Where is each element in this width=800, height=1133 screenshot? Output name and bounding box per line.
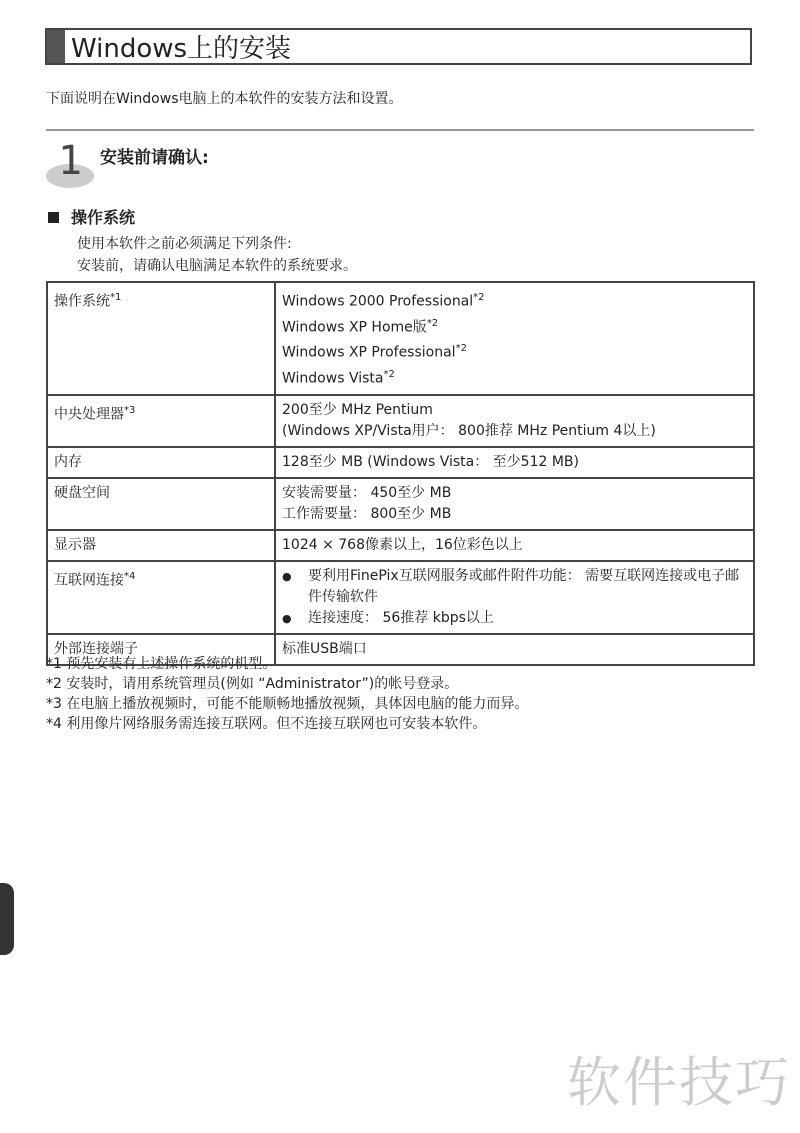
section-desc xyxy=(77,233,357,277)
row-value xyxy=(275,561,754,634)
table-row xyxy=(47,561,754,634)
requirements-table xyxy=(46,281,755,666)
footnote: *4 利用像片网络服务需连接互联网。但不连接互联网也可安装本软件。 xyxy=(46,716,487,732)
row-label: 互联网连接$^{*4}$ xyxy=(47,561,275,634)
section-title: 操作系统 xyxy=(71,208,136,227)
row-label: 显示器 xyxy=(47,530,275,561)
title-bar xyxy=(47,30,65,63)
divider xyxy=(46,129,754,131)
table-row xyxy=(47,395,754,447)
row-value: Windows 2000 Professional$^{*2}$ Windows XP Home版$^{*2}$ Windows XP Professional$^{*2}$ Windows Vista$^{*2}$ xyxy=(275,282,754,395)
step-badge xyxy=(46,140,96,192)
table-row xyxy=(47,478,754,530)
row-label: 操作系统$^{*1}$ xyxy=(47,282,275,395)
step-title: 安装前请确认: xyxy=(100,148,209,168)
row-value: 1024 × 768像素以上，16位彩色以上 xyxy=(275,530,754,561)
intro-text: 下面说明在Windows电脑上的本软件的安装方法和设置。 xyxy=(46,91,403,107)
row-label: 内存 xyxy=(47,447,275,478)
footnote: *3 在电脑上播放视频时，可能不能顺畅地播放视频，具体因电脑的能力而异。 xyxy=(46,696,529,712)
row-value: 128至少 MB (Windows Vista： 至少512 MB) xyxy=(275,447,754,478)
desc-line: 使用本软件之前必须满足下列条件: xyxy=(77,236,292,252)
row-label: 中央处理器$^{*3}$ xyxy=(47,395,275,447)
row-value: 200至少 MHz Pentium (Windows XP/Vista用户： 800推荐 MHz Pentium 4以上) xyxy=(275,395,754,447)
title-text: Windows上的安装 xyxy=(71,34,292,64)
table-row xyxy=(47,447,754,478)
section-heading xyxy=(48,205,135,228)
step-number: 1 xyxy=(58,138,83,184)
row-value: 标准USB端口 xyxy=(275,634,754,665)
footnotes xyxy=(46,654,528,734)
table-row xyxy=(47,282,754,395)
square-bullet-icon xyxy=(48,212,59,223)
watermark: 软件技巧 xyxy=(567,1051,791,1114)
bullet-item: ● 要利用FinePix互联网服务或邮件附件功能： 需要互联网连接或电子邮件传输软件 xyxy=(300,566,747,608)
page-edge-tab xyxy=(0,883,14,955)
footnote: *1 预先安装有上述操作系统的机型。 xyxy=(46,656,277,672)
page-title xyxy=(45,28,752,65)
row-label: 硬盘空间 xyxy=(47,478,275,530)
table-row xyxy=(47,530,754,561)
desc-line: 安装前，请确认电脑满足本软件的系统要求。 xyxy=(77,258,357,274)
bullet-item: ● 连接速度： 56推荐 kbps以上 xyxy=(300,608,747,629)
row-label: 外部连接端子 xyxy=(47,634,275,665)
row-value: 安装需要量： 450至少 MB 工作需要量： 800至少 MB xyxy=(275,478,754,530)
footnote: *2 安装时，请用系统管理员(例如 “Administrator”)的帐号登录。 xyxy=(46,676,459,692)
